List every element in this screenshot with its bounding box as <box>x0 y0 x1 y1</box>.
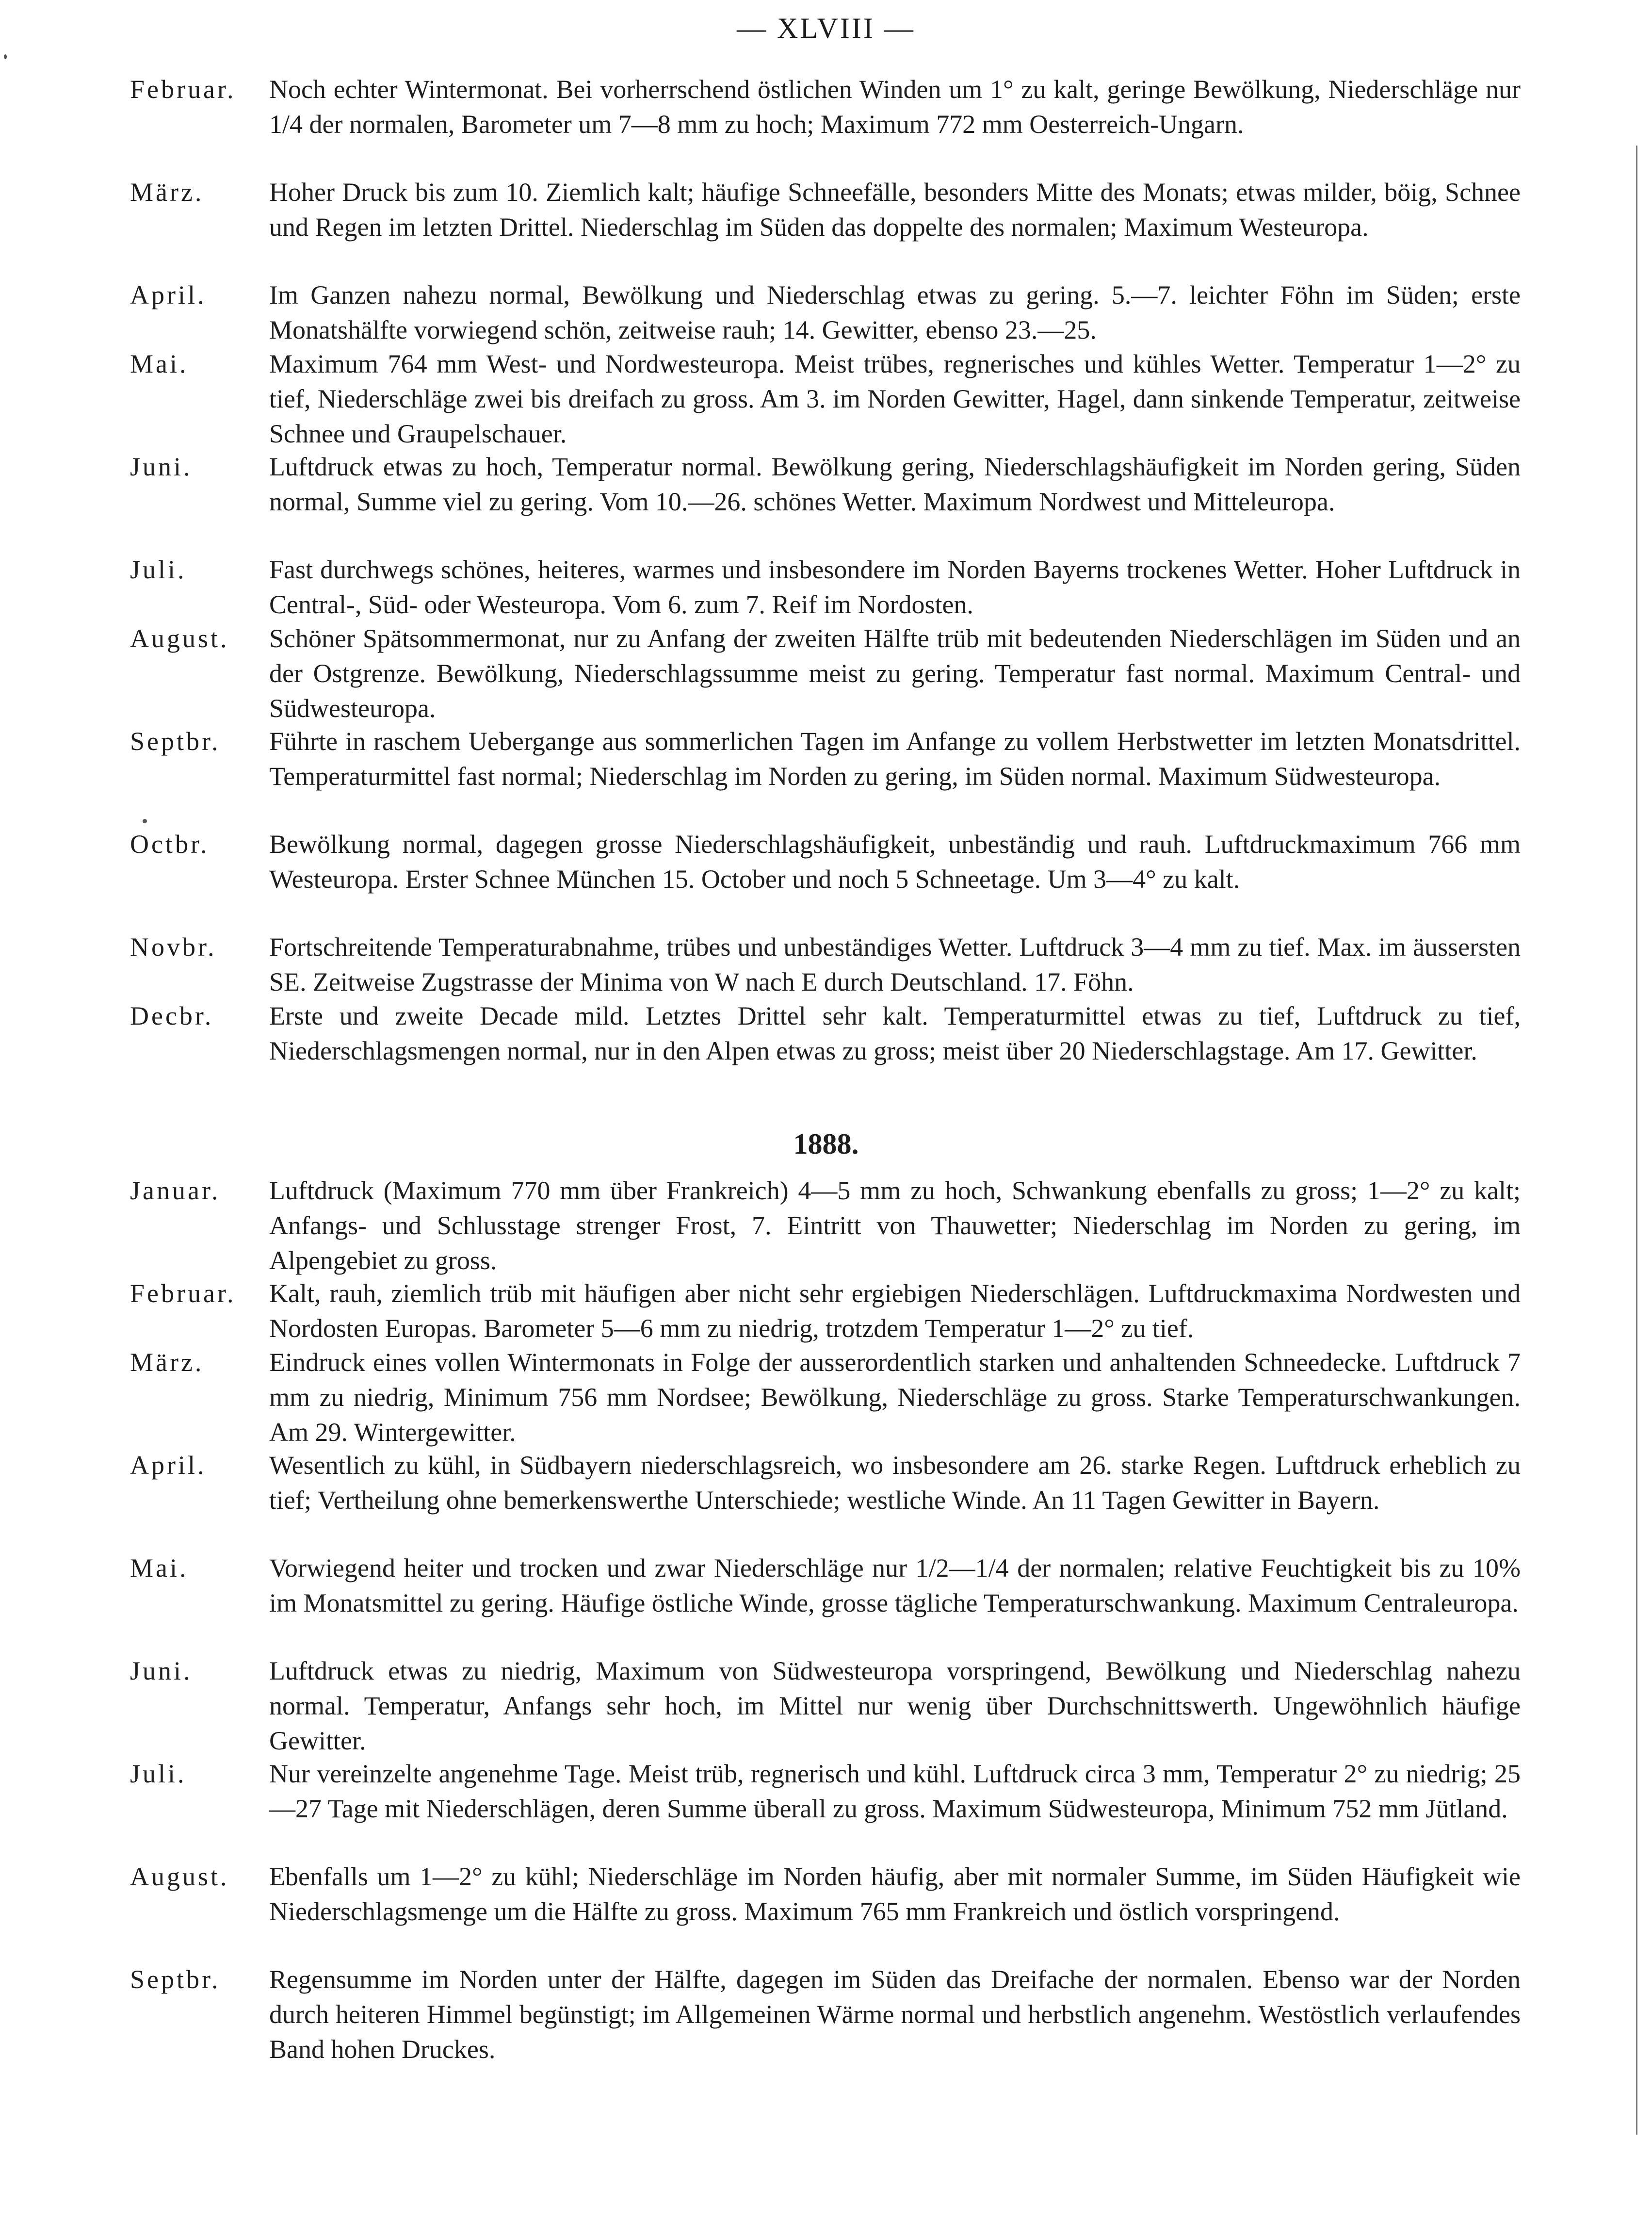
month-text: Erste und zweite Decade mild. Letztes Drittel sehr kalt. Temperaturmittel etwas zu tief, Luftdruck zu tief, Niederschlagsmengen normal, nur in den Alpen etwas zu gross; meist über 20 Niederschlagstage. Am 17. Gewitter. <box>269 1001 1521 1065</box>
month-text: Regensumme im Norden unter der Hälfte, dagegen im Süden das Dreifache der normalen. Ebenso war der Norden durch heiteren Himmel begünstigt; im Allgemeinen Wärme normal und herbstlich angenehm. Westöstlich verlaufendes Band hohen Druckes. <box>269 1965 1521 2064</box>
month-label: Juli. <box>130 1759 187 1788</box>
month-label: Juli. <box>130 555 187 584</box>
year-heading: 1888. <box>793 1128 859 1160</box>
month-label: Februar. <box>130 75 236 104</box>
month-text: Im Ganzen nahezu normal, Bewölkung und Niederschlag etwas zu gering. 5.—7. leichter Föhn im Süden; erste Monatshälfte vorwiegend schön, zeitweise rauh; 14. Gewitter, ebenso 23.—25. <box>269 280 1521 344</box>
month-text: Maximum 764 mm West- und Nordwesteuropa. Meist trübes, regnerisches und kühles Wetter. Temperatur 1—2° zu tief, Niederschläge zwei bis dreifach zu gross. Am 3. im Norden Gewitter, Hagel, dann sinkende Temperatur, zeitweise Schnee und Graupelschauer. <box>269 349 1521 448</box>
month-label: Juni. <box>130 1656 193 1685</box>
month-label: März. <box>130 1348 204 1377</box>
month-text: Nur vereinzelte angenehme Tage. Meist trüb, regnerisch und kühl. Luftdruck circa 3 mm, Temperatur 2° zu niedrig; 25—27 Tage mit Niederschlägen, deren Summe überall zu gross. Maximum Südwesteuropa, Minimum 752 mm Jütland. <box>269 1759 1521 1823</box>
scan-edge-line <box>1636 146 1637 2135</box>
month-text: Ebenfalls um 1—2° zu kühl; Niederschläge im Norden häufig, aber mit normaler Summe, im Süden Häufigkeit wie Niederschlagsmenge um die Hälfte zu gross. Maximum 765 mm Frankreich und östlich vorspringend. <box>269 1862 1521 1926</box>
month-label: Januar. <box>130 1176 221 1205</box>
month-text: Vorwiegend heiter und trocken und zwar Niederschläge nur 1/2—1/4 der normalen; relative Feuchtigkeit bis zu 10% im Monatsmittel zu gering. Häufige östliche Winde, grosse tägliche Temperaturschwankung. Maximum Centraleuropa. <box>269 1553 1521 1617</box>
month-text: Noch echter Wintermonat. Bei vorherrschend östlichen Winden um 1° zu kalt, geringe Bewölkung, Niederschläge nur 1/4 der normalen, Barometer um 7—8 mm zu hoch; Maximum 772 mm Oesterreich-Ungarn. <box>269 75 1521 139</box>
month-label: Juni. <box>130 452 193 481</box>
month-text: Wesentlich zu kühl, in Südbayern niederschlagsreich, wo insbesondere am 26. starke Regen. Luftdruck erheblich zu tief; Vertheilung ohne bemerkenswerthe Unterschiede; westliche Winde. An 11 Tagen Gewitter in Bayern. <box>269 1451 1521 1515</box>
month-label: Mai. <box>130 1553 189 1583</box>
month-label: Septbr. <box>130 727 221 756</box>
month-label: Novbr. <box>130 932 217 962</box>
month-text: Hoher Druck bis zum 10. Ziemlich kalt; häufige Schneefälle, besonders Mitte des Monats; etwas milder, böig, Schnee und Regen im letzten Drittel. Niederschlag im Süden das doppelte des normalen; Maximum Westeuropa. <box>269 178 1521 242</box>
month-text: Führte in raschem Uebergange aus sommerlichen Tagen im Anfange zu vollem Herbstwetter im letzten Monatsdrittel. Temperaturmittel fast normal; Niederschlag im Norden zu gering, im Süden normal. Maximum Südwesteuropa. <box>269 727 1521 791</box>
month-text: Kalt, rauh, ziemlich trüb mit häufigen aber nicht sehr ergiebigen Niederschlägen. Luftdruckmaxima Nordwesten und Nordosten Europas. Barometer 5—6 mm zu niedrig, trotzdem Temperatur 1—2° zu tief. <box>269 1279 1521 1343</box>
month-label: Februar. <box>130 1279 236 1308</box>
page-number: — XLVIII — <box>737 12 915 44</box>
month-label: April. <box>130 280 207 310</box>
month-text: Fast durchwegs schönes, heiteres, warmes und insbesondere im Norden Bayerns trockenes Wetter. Hoher Luftdruck in Central-, Süd- oder Westeuropa. Vom 6. zum 7. Reif im Nordosten. <box>269 555 1521 619</box>
month-text: Schöner Spätsommermonat, nur zu Anfang der zweiten Hälfte trüb mit bedeutenden Niederschlägen im Süden und an der Ostgrenze. Bewölkung, Niederschlagssumme meist zu gering. Temperatur fast normal. Maximum Central- und Südwesteuropa. <box>269 624 1521 723</box>
month-label: Mai. <box>130 349 189 378</box>
month-text: Luftdruck etwas zu niedrig, Maximum von Südwesteuropa vorspringend, Bewölkung und Niederschlag nahezu normal. Temperatur, Anfangs sehr hoch, im Mittel nur wenig über Durchschnittswerth. Ungewöhnlich häufige Gewitter. <box>269 1656 1521 1755</box>
month-label: März. <box>130 178 204 207</box>
month-label: August. <box>130 1862 229 1891</box>
scan-speck <box>4 54 7 59</box>
month-text: Luftdruck (Maximum 770 mm über Frankreich) 4—5 mm zu hoch, Schwankung ebenfalls zu gross; 1—2° zu kalt; Anfangs- und Schlusstage strenger Frost, 7. Eintritt von Thauwetter; Niederschlag im Norden zu gering, im Alpengebiet zu gross. <box>269 1176 1521 1275</box>
scan-speck <box>143 819 147 823</box>
month-label: Octbr. <box>130 830 210 859</box>
month-label: Septbr. <box>130 1965 221 1994</box>
month-label: August. <box>130 624 229 653</box>
month-label: Decbr. <box>130 1001 214 1030</box>
month-text: Bewölkung normal, dagegen grosse Niederschlagshäufigkeit, unbeständig und rauh. Luftdruckmaximum 766 mm Westeuropa. Erster Schnee München 15. October und noch 5 Schneetage. Um 3—4° zu kalt. <box>269 830 1521 894</box>
month-label: April. <box>130 1451 207 1480</box>
month-text: Fortschreitende Temperaturabnahme, trübes und unbeständiges Wetter. Luftdruck 3—4 mm zu tief. Max. im äussersten SE. Zeitweise Zugstrasse der Minima von W nach E durch Deutschland. 17. Föhn. <box>269 932 1521 996</box>
month-text: Luftdruck etwas zu hoch, Temperatur normal. Bewölkung gering, Niederschlagshäufigkeit im Norden gering, Süden normal, Summe viel zu gering. Vom 10.—26. schönes Wetter. Maximum Nordwest und Mitteleuropa. <box>269 452 1521 516</box>
month-text: Eindruck eines vollen Wintermonats in Folge der ausserordentlich starken und anhaltenden Schneedecke. Luftdruck 7 mm zu niedrig, Minimum 756 mm Nordsee; Bewölkung, Niederschläge zu gross. Starke Temperaturschwankungen. Am 29. Wintergewitter. <box>269 1348 1521 1447</box>
